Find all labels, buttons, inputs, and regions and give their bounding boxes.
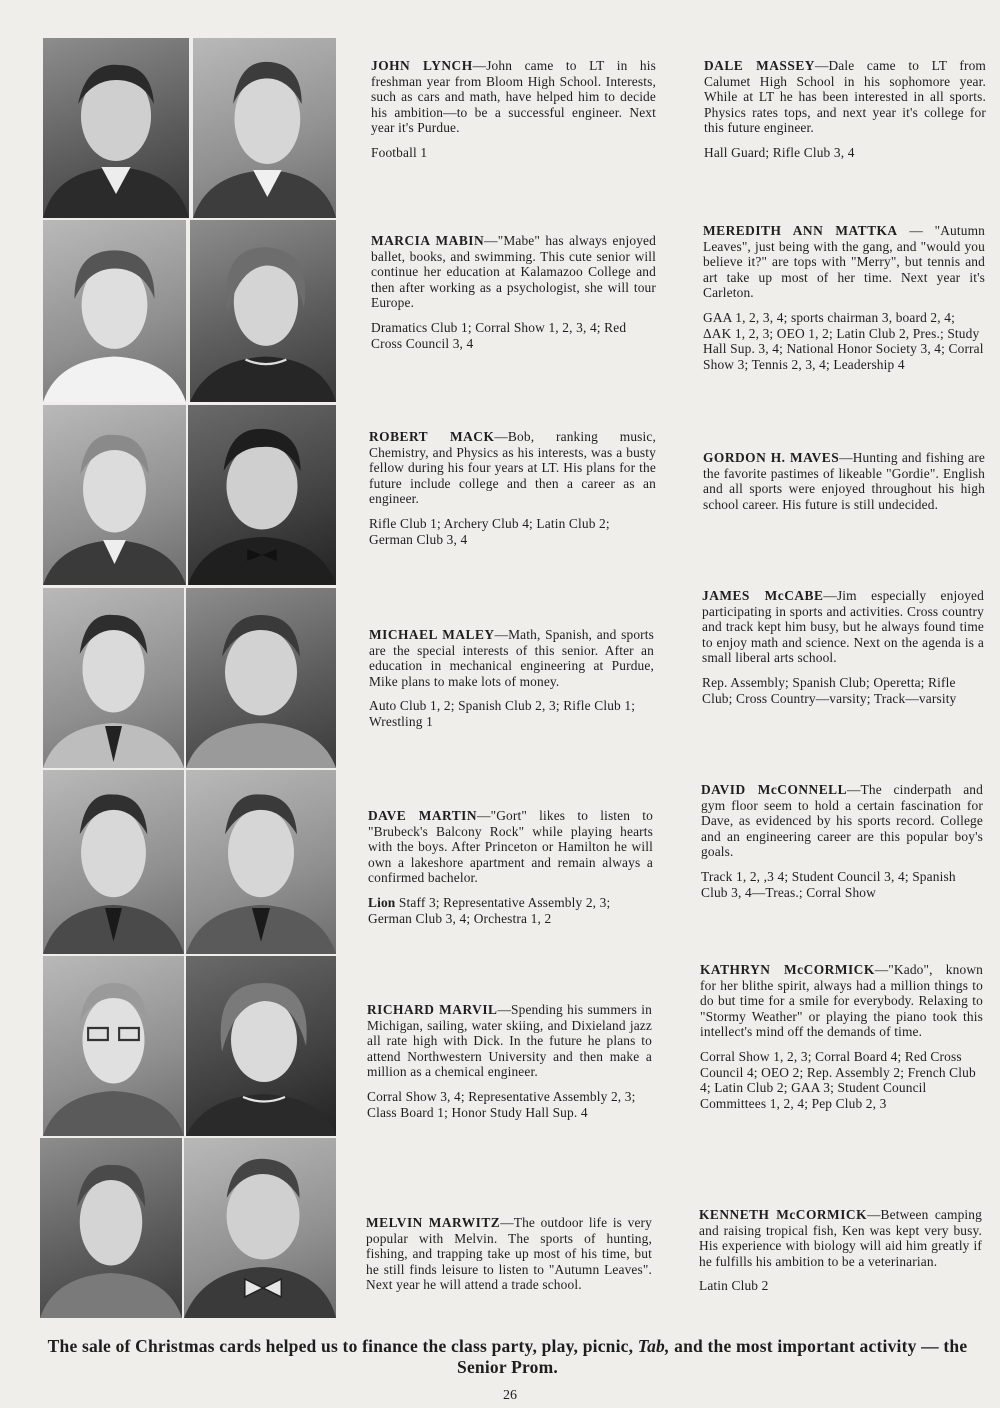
portrait-photo-gordon-maves: [188, 405, 336, 585]
student-activities: Rep. Assembly; Spanish Club; Operetta; Rifle Club; Cross Country—varsity; Track—varsity: [702, 674, 957, 706]
student-bio: —Spending his summers in Michigan, sailing, water skiing, and Dixieland jazz all rate high with Dick. In the future he plans to attend Northwestern University and then make a million as a chemical engineer.: [367, 1002, 652, 1080]
student-bio: —Math, Spanish, and sports are the special interests of this senior. After an education in mechanical engineering at Purdue, Mike plans to make lots of money.: [369, 627, 655, 689]
student-bio: —The cinderpath and gym floor seem to hold a certain fascination for Dave, as evidenced by his sports record. College and an engineering career are this popular boy's goals.: [701, 782, 983, 860]
student-bio: —Hunting and fishing are the favorite pastimes of likeable "Gordie". English and all sports were enjoyed throughout his high school career. His future is still undecided.: [703, 450, 985, 512]
student-entry-marcia-mabin: [371, 233, 656, 351]
student-activities: Football 1: [371, 144, 428, 160]
page-number: 26: [503, 1388, 517, 1403]
student-name: ROBERT MACK: [369, 429, 495, 444]
caption-italic: Tab,: [637, 1336, 670, 1356]
student-entry-james-mccabe: [702, 588, 984, 706]
student-name: DAVID McCONNELL: [701, 782, 848, 797]
student-entry-melvin-marwitz: [366, 1215, 652, 1293]
student-entry-robert-mack: [369, 429, 656, 547]
student-activities: Rifle Club 1; Archery Club 4; Latin Club 2; German Club 3, 4: [369, 515, 610, 547]
student-activities: Track 1, 2, ,3 4; Student Council 3, 4; Spanish Club 3, 4—Treas.; Corral Show: [701, 868, 956, 900]
portrait-photo-michael-maley: [43, 588, 184, 768]
student-name: MELVIN MARWITZ: [366, 1215, 501, 1230]
student-name: DAVE MARTIN: [368, 808, 478, 823]
caption-text: The sale of Christmas cards helped us to finance the class party, play, picnic,: [47, 1336, 638, 1356]
portrait-photo-david-mcconnell: [186, 770, 336, 954]
student-bio: —"Gort" likes to listen to "Brubeck's Balcony Rock" while playing hearts with the boys. After Princeton or Hamilton he will own a lakeshore apartment and remain always a confirmed bachelor.: [368, 808, 653, 886]
student-bio: — "Autumn Leaves", just being with the gang, and "would you believe it?" are tops with "Merry", but tennis and art take up most of her time. Next year it's Carleton.: [703, 223, 985, 301]
student-activities: Auto Club 1, 2; Spanish Club 2, 3; Rifle Club 1; Wrestling 1: [369, 698, 636, 729]
student-bio: —"Kado", known for her blithe spirit, always had a million things to do but time for a smile for everybody. Relaxing to "Stormy Weather" or playing the piano took this intellect's mind off the demands of time.: [700, 962, 983, 1040]
student-bio: —Jim especially enjoyed participating in sports and activities. Cross country and track kept him busy, but he always found time to enjoy math and science. Next on the agenda is a small liberal arts school.: [702, 588, 984, 666]
portrait-photo-dave-martin: [43, 770, 184, 954]
portrait-photo-melvin-marwitz: [40, 1138, 182, 1318]
student-activities: Hall Guard; Rifle Club 3, 4: [704, 144, 855, 160]
caption-text-end: and the most important activity — the Senior Prom.: [457, 1336, 968, 1377]
magazine-name: Lion: [368, 894, 396, 910]
student-name: MICHAEL MALEY: [369, 627, 495, 642]
portrait-photo-richard-marvil: [43, 956, 184, 1136]
student-bio: —Between camping and raising tropical fish, Ken was kept very busy. His experience with biology will aid him greatly if he fulfills his ambition to be a veterinarian.: [699, 1207, 982, 1269]
portrait-photo-james-mccabe: [186, 588, 336, 768]
student-name: JOHN LYNCH: [371, 58, 473, 73]
portrait-photo-marcia-mabin: [43, 220, 186, 402]
portrait-photo-kenneth-mccormick: [184, 1138, 336, 1318]
student-activities: Corral Show 3, 4; Representative Assembly 2, 3; Class Board 1; Honor Study Hall Sup. 4: [367, 1088, 636, 1120]
student-name: MARCIA MABIN: [371, 233, 485, 248]
student-activities: Corral Show 1, 2, 3; Corral Board 4; Red Cross Council 4; OEO 2; Rep. Assembly 2; French Club 4; Latin Club 2; GAA 3; Student Council Committees 1, 2, 4; Pep Club 2, 3: [700, 1048, 976, 1111]
student-activities: GAA 1, 2, 3, 4; sports chairman 3, board 2, 4; ΔΑΚ 1, 2, 3; OEO 1, 2; Latin Club 2, Pres.; Study Hall Sup. 3, 4; National Honor Society 3, 4; Corral Show 3; Tennis 2, 3, 4; Leadership 4: [703, 309, 984, 372]
student-name: KENNETH McCORMICK: [699, 1207, 867, 1222]
portrait-photo-john-lynch: [43, 38, 189, 218]
student-entry-david-mcconnell: [701, 782, 983, 900]
student-name: DALE MASSEY: [704, 58, 815, 73]
student-entry-meredith-ann-mattka: [703, 223, 985, 372]
student-bio: —"Mabe" has always enjoyed ballet, books, and swimming. This cute senior will continue her education at Kalamazoo College and then after working as a psychologist, she will tour Europe.: [371, 233, 656, 311]
student-name: MEREDITH ANN MATTKA: [703, 223, 898, 238]
student-name: GORDON H. MAVES: [703, 450, 840, 465]
portrait-photo-dale-massey: [193, 38, 336, 218]
student-entry-richard-marvil: [367, 1002, 652, 1120]
student-name: KATHRYN McCORMICK: [700, 962, 875, 977]
student-activities: Latin Club 2: [699, 1278, 769, 1294]
student-bio: —John came to LT in his freshman year from Bloom High School. Interests, such as cars and math, have helped him to decide his ambition—to be a successful engineer. Next year it's Purdue.: [371, 58, 656, 136]
student-entry-john-lynch: [371, 58, 656, 161]
student-entry-dave-martin: [368, 808, 653, 926]
student-bio: —The outdoor life is very popular with Melvin. The sports of hunting, fishing, and trapping take up most of his time, but he still finds leisure to listen to "Autumn Leaves". Next year he will attend a trade school.: [366, 1215, 652, 1293]
portrait-photo-meredith-ann-mattka: [190, 220, 336, 402]
student-activities: Lion Staff 3; Representative Assembly 2, 3; German Club 3, 4; Orchestra 1, 2: [368, 894, 611, 926]
student-bio: —Bob, ranking music, Chemistry, and Physics as his interests, was a busty fellow during his four years at LT. His plans for the future include college and then a career as an engineer.: [369, 429, 656, 507]
student-name: RICHARD MARVIL: [367, 1002, 498, 1017]
student-activities: Dramatics Club 1; Corral Show 1, 2, 3, 4; Red Cross Council 3, 4: [371, 319, 627, 351]
student-entry-dale-massey: [704, 58, 986, 161]
page-caption: [40, 1336, 975, 1378]
student-entry-kathryn-mccormick: [700, 962, 983, 1111]
student-name: JAMES McCABE: [702, 588, 824, 603]
portrait-photo-kathryn-mccormick: [186, 956, 336, 1136]
student-entry-gordon-maves: [703, 450, 985, 512]
student-entry-michael-maley: [369, 627, 654, 730]
portrait-photo-robert-mack: [43, 405, 186, 585]
student-bio: —Dale came to LT from Calumet High School in his sophomore year. While at LT he has been interested in all sports. Physics rates tops, and next year it's college for this future engineer.: [704, 58, 986, 136]
student-entry-kenneth-mccormick: [699, 1207, 982, 1294]
